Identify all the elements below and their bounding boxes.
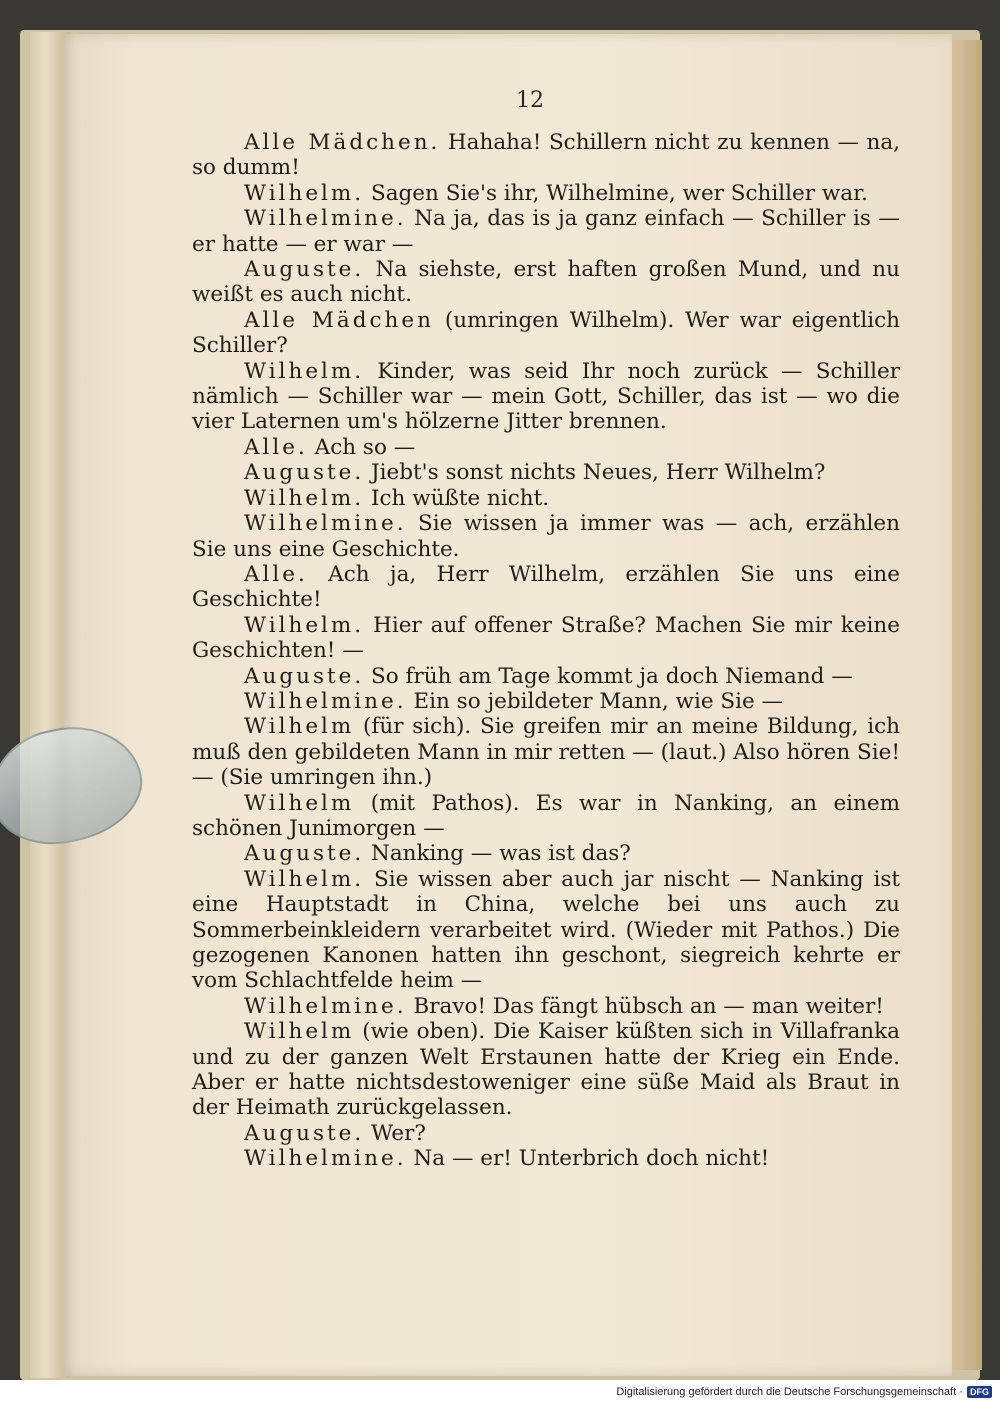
page-number: 12 [516, 88, 544, 113]
dialogue-paragraph [192, 613, 900, 664]
speaker-name: Wilhelm. [244, 485, 365, 511]
speaker-name: Wilhelmine. [244, 688, 407, 714]
dialogue-text: Ein so jebildeter Mann, wie Sie — [406, 688, 784, 714]
speaker-name: Wilhelmine. [244, 1146, 407, 1172]
dialogue-text: Sagen Sie's ihr, Wilhelmine, wer Schiller war. [364, 180, 868, 206]
dialogue-text: (wie oben). Die Kaiser küßten sich in Villafranka und zu der ganzen Welt Erstaunen hatte der Krieg ein Ende. Aber er hatte nichtsdestoweniger eine süße Maid als Braut in der Heimath zurückgelassen. [192, 1019, 900, 1121]
dialogue-paragraph [192, 714, 900, 790]
speaker-name: Auguste. [244, 460, 365, 486]
dialogue-text: (umringen Wilhelm). Wer war eigentlich Schiller? [192, 307, 900, 359]
dialogue-paragraph [192, 486, 900, 511]
dialogue-text: Ach so — [307, 434, 416, 460]
speaker-name: Auguste. [244, 257, 365, 283]
dialogue-paragraph [192, 1019, 900, 1121]
speaker-name: Wilhelm [244, 714, 355, 740]
dialogue-text: Bravo! Das fängt hübsch an — man weiter! [406, 993, 884, 1019]
dialogue-text: Sie wissen aber auch jar nischt — Nanking ist eine Hauptstadt in China, welche bei uns auch zu Sommerbeinkleidern verarbeitet wird. (Wieder mit Pathos.) Die gezogenen Kanonen hatten ihn geschont, siegreich kehrte er vom Schlachtfelde heim — [192, 866, 900, 994]
dialogue-text: (mit Pathos). Es war in Nanking, an einem schönen Junimorgen — [192, 790, 900, 841]
dialogue-text: Kinder, was seid Ihr noch zurück — Schiller nämlich — Schiller war — mein Gott, Schiller, das ist — wo die vier Laternen um's hölzerne Jitter brennen. [192, 358, 900, 435]
dialogue-text: (für sich). Sie greifen mir an meine Bildung, ich muß den gebildeten Mann in mir retten — (laut.) Also hören Sie! — (Sie umringen ihn.) [192, 714, 900, 791]
speaker-name: Alle. [244, 434, 308, 460]
speaker-name: Alle Mädchen [244, 307, 434, 333]
dialogue-text: Ach ja, Herr Wilhelm, erzählen Sie uns eine Geschichte! [192, 561, 900, 613]
dialogue-paragraph [192, 994, 900, 1019]
speaker-name: Auguste. [244, 841, 365, 867]
dialogue-paragraph [192, 460, 900, 485]
speaker-name: Wilhelmine. [244, 511, 407, 537]
dialogue-paragraph [192, 359, 900, 435]
book-right-edge [952, 40, 982, 1370]
dialogue-text: Nanking — was ist das? [364, 841, 631, 867]
dialogue-text: Hahaha! Schillern nicht zu kennen — na, so dumm! [192, 130, 900, 181]
footer-bar [0, 1380, 1000, 1404]
speaker-name: Alle. [244, 561, 308, 587]
dialogue-text: Ich wüßte nicht. [364, 485, 550, 511]
dialogue-text: Jiebt's sonst nichts Neues, Herr Wilhelm? [364, 460, 826, 486]
footer-credit: Digitalisierung gefördert durch die Deutsche Forschungsgemeinschaft · [616, 1386, 963, 1398]
dialogue-paragraph [192, 562, 900, 613]
dialogue-text: Sie wissen ja immer was — ach, erzählen Sie uns eine Geschichte. [192, 511, 900, 562]
speaker-name: Wilhelm [244, 1019, 355, 1045]
speaker-name: Wilhelmine. [244, 206, 407, 232]
dialogue-paragraph [192, 1121, 900, 1146]
dialogue-paragraph [192, 206, 900, 257]
dialogue-text: Na siehste, erst haften großen Mund, und nu weißt es auch nicht. [192, 257, 900, 308]
speaker-name: Auguste. [244, 663, 365, 689]
page-text [192, 130, 900, 1172]
dialogue-paragraph [192, 130, 900, 181]
speaker-name: Alle Mädchen. [244, 130, 441, 155]
dialogue-paragraph [192, 1146, 900, 1171]
dialogue-paragraph [192, 664, 900, 689]
speaker-name: Wilhelm. [244, 866, 365, 892]
dialogue-paragraph [192, 257, 900, 308]
dfg-logo: DFG [967, 1386, 992, 1398]
dialogue-paragraph [192, 511, 900, 562]
speaker-name: Wilhelm. [244, 180, 365, 206]
dialogue-paragraph [192, 841, 900, 866]
dialogue-text: Na ja, das is ja ganz einfach — Schiller is — er hatte — er war — [192, 206, 900, 257]
dialogue-paragraph [192, 867, 900, 994]
dialogue-text: Wer? [364, 1120, 426, 1146]
dialogue-paragraph [192, 435, 900, 460]
dialogue-text: So früh am Tage kommt ja doch Niemand — [364, 663, 853, 689]
dialogue-paragraph [192, 181, 900, 206]
dialogue-paragraph [192, 791, 900, 842]
dialogue-text: Hier auf offener Straße? Machen Sie mir keine Geschichten! — [192, 612, 900, 664]
speaker-name: Auguste. [244, 1120, 365, 1146]
dialogue-text: Na — er! Unterbrich doch nicht! [406, 1146, 770, 1172]
speaker-name: Wilhelm. [244, 358, 365, 384]
dialogue-paragraph [192, 689, 900, 714]
speaker-name: Wilhelmine. [244, 993, 407, 1019]
speaker-name: Wilhelm. [244, 612, 365, 638]
speaker-name: Wilhelm [244, 790, 355, 816]
dialogue-paragraph [192, 308, 900, 359]
